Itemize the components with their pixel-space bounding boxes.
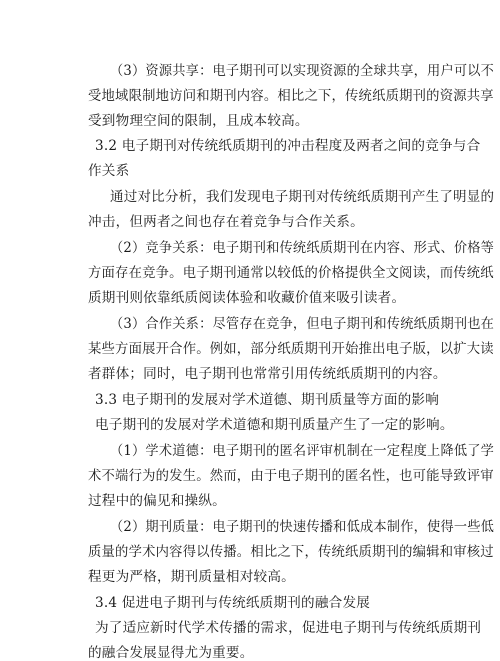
paragraph-cooperation-line-2: 某些方面展开合作。例如，部分纸质期刊开始推出电子版，以扩大读 [88,341,494,357]
heading-3-3: 3.3 电子期刊的发展对学术道德、期刊质量等方面的影响 [95,392,439,408]
paragraph-competition-line-1: （2）竞争关系：电子期刊和传统纸质期刊在内容、形式、价格等 [110,240,495,256]
paragraph-academic-ethics-line-3: 过程中的偏见和操纵。 [88,493,226,509]
paragraph-comparison-line-2: 冲击，但两者之间也存在着竞争与合作关系。 [88,214,364,230]
paragraph-resource-sharing-line-1: （3）资源共享：电子期刊可以实现资源的全球共享，用户可以不 [110,63,495,79]
paragraph-integration-line-1: 为了适应新时代学术传播的需求，促进电子期刊与传统纸质期刊 [95,620,482,636]
paragraph-journal-quality-line-3: 程更为严格，期刊质量相对较高。 [88,569,295,585]
paragraph-resource-sharing-line-2: 受地域限制地访问和期刊内容。相比之下，传统纸质期刊的资源共享 [88,88,494,104]
paragraph-integration-line-2: 的融合发展显得尤为重要。 [88,645,254,661]
paragraph-journal-quality-line-2: 质量的学术内容得以传播。相比之下，传统纸质期刊的编辑和审核过 [88,544,494,560]
paragraph-journal-quality-line-1: （2）期刊质量：电子期刊的快速传播和低成本制作，使得一些低 [110,519,495,535]
paragraph-cooperation-line-1: （3）合作关系：尽管存在竞争，但电子期刊和传统纸质期刊也在 [110,316,495,332]
paragraph-competition-line-2: 方面存在竞争。电子期刊通常以较低的价格提供全文阅读，而传统纸 [88,265,494,281]
paragraph-comparison-line-1: 通过对比分析，我们发现电子期刊对传统纸质期刊产生了明显的 [110,189,495,205]
paragraph-impact-intro: 电子期刊的发展对学术道德和期刊质量产生了一定的影响。 [95,417,454,433]
paragraph-academic-ethics-line-2: 术不端行为的发生。然而，由于电子期刊的匿名性，也可能导致评审 [88,468,494,484]
heading-3-4: 3.4 促进电子期刊与传统纸质期刊的融合发展 [95,595,371,611]
heading-3-2-line-1: 3.2 电子期刊对传统纸质期刊的冲击程度及两者之间的竞争与合 [95,138,481,154]
paragraph-competition-line-3: 质期刊则依靠纸质阅读体验和收藏价值来吸引读者。 [88,290,406,306]
heading-3-2-line-2: 作关系 [88,163,130,179]
paragraph-resource-sharing-line-3: 受到物理空间的限制，且成本较高。 [88,113,309,129]
paragraph-cooperation-line-3: 者群体；同时，电子期刊也常常引用传统纸质期刊的内容。 [88,366,447,382]
paragraph-academic-ethics-line-1: （1）学术道德：电子期刊的匿名评审机制在一定程度上降低了学 [110,443,495,459]
